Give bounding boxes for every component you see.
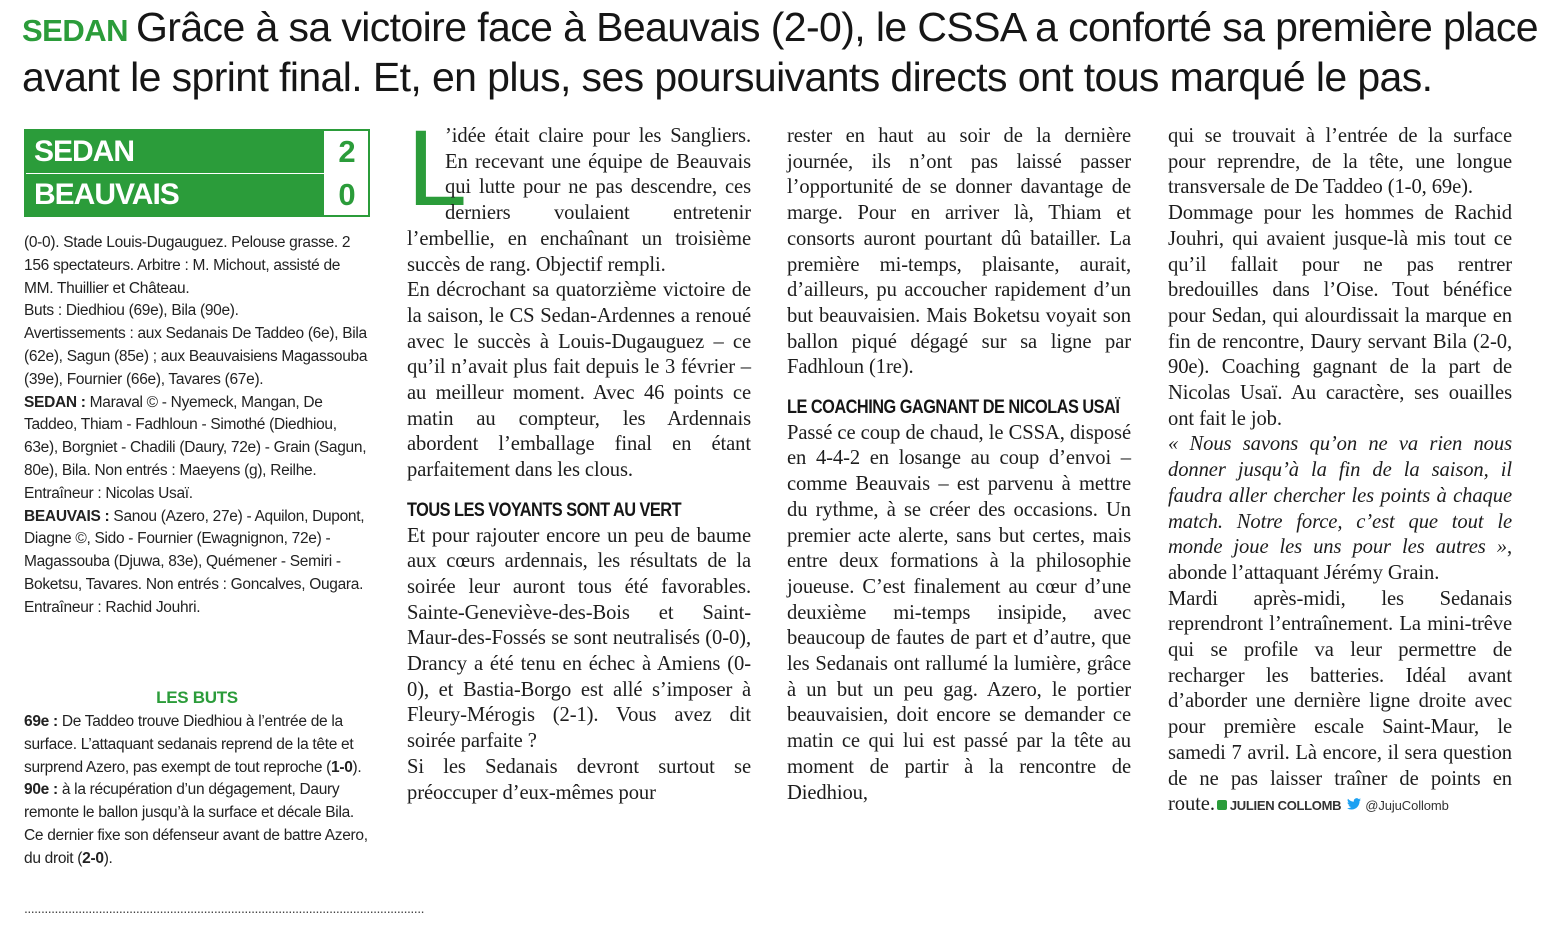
home-team-name: SEDAN bbox=[26, 131, 324, 173]
score-row-home bbox=[26, 131, 368, 173]
goal-2-score: 2-0 bbox=[82, 849, 104, 867]
goal-2 bbox=[24, 779, 370, 870]
headline-line-1 bbox=[22, 4, 1547, 54]
twitter-icon bbox=[1347, 794, 1361, 820]
sedan-lineup-text: Maraval © - Nyemeck, Mangan, De Taddeo, Thiam - Fadhloun - Simothé (Diedhiou, 63e), Borgniet - Chadili (Daury, 72e) - Grain (Sagun, 80e), Bila. Non entrés : Maeyens (g), Reilhe. Entraîneur : Nicolas Usaï. bbox=[24, 393, 367, 502]
dotted-divider: ...................................................................................................................... bbox=[24, 900, 424, 916]
match-info: (0-0). Stade Louis-Dugauguez. Pelouse grasse. 2 156 spectateurs. Arbitre : M. Michout, assisté de MM. Thuillier et Château. bbox=[24, 234, 351, 297]
article-column-3 bbox=[1168, 124, 1512, 820]
home-team-score: 2 bbox=[338, 134, 356, 169]
beauvais-lineup-label: BEAUVAIS : bbox=[24, 507, 110, 525]
score-box bbox=[24, 129, 370, 217]
article-paragraph: En décrochant sa quatorzième victoire de la saison, le CS Sedan-Ardennes a renoué avec le succès à Louis-Dugauguez – ce qu’il n’avait plus fait depuis le 3 février – au meilleur moment. Avec 46 points ce matin au compteur, les Ardennais abordent l’emballage final en étant parfaitement dans les clous. bbox=[407, 279, 751, 482]
sedan-lineup bbox=[24, 392, 370, 506]
goals-section bbox=[24, 711, 370, 871]
headline bbox=[22, 4, 1547, 101]
author-name: JULIEN COLLOMB bbox=[1229, 798, 1342, 814]
goal-1 bbox=[24, 711, 370, 779]
goal-2-minute: 90e : bbox=[24, 781, 58, 799]
article-paragraph: Dommage pour les hommes de Rachid Jouhri, qui avaient jusque-là mis tout ce qu’il fallait pour ne pas rentrer bredouilles dans l’Oise. Tout bénéfice pour Sedan, qui alourdissait la marque en fin de rencontre, Daury servant Bila (2-0, 90e). Coaching gagnant de la part de Nicolas Usaï. Au caractère, ses ouailles ont fait le job. bbox=[1168, 202, 1512, 430]
beauvais-lineup-text: Sanou (Azero, 27e) - Aquilon, Dupont, Diagne ©, Sido - Fournier (Ewagnignon, 72e) - Magassouba (Djuwa, 83e), Quémener - Semiri - Boketsu, Tavares. Non entrés : Goncalves, Ougara. Entraîneur : Rachid Jouhri. bbox=[24, 507, 365, 616]
sedan-lineup-label: SEDAN : bbox=[24, 393, 86, 411]
goal-1-end: ). bbox=[352, 758, 362, 776]
goal-2-text: à la récupération d’un dégagement, Daury remonte le ballon jusqu’à la surface et décale Bila. Ce dernier fixe son défenseur avant de battre Azero, du droit ( bbox=[24, 781, 368, 867]
article-intro bbox=[407, 107, 751, 278]
article-paragraph: Et pour rajouter encore un peu de baume aux cœurs ardennais, les résultats de la soirée leur auront tous été favorables. Sainte-Geneviève-des-Bois et Saint-Maur-des-Fossés se sont neutralisés (0-0), Drancy a été tenu en échec à Amiens (0-0), et Bastia-Borgo est allé s’imposer à Fleury-Mérogis (2-1). Vous avez dit soirée parfaite ? bbox=[407, 524, 751, 753]
headline-line-2: avant le sprint final. Et, en plus, ses poursuivants directs ont tous marqué le pas. bbox=[22, 54, 1433, 100]
drop-cap: L bbox=[407, 107, 467, 228]
author-marker-icon bbox=[1217, 800, 1227, 810]
quote-paragraph bbox=[1168, 432, 1512, 586]
subheading-1: TOUS LES VOYANTS SONT AU VERT bbox=[407, 499, 682, 521]
goal-1-text: De Taddeo trouve Diedhiou à l’entrée de la surface. L’attaquant sedanais reprend de la tête et surprend Azero, pas exempt de tout reproche ( bbox=[24, 713, 354, 776]
subheading-2: LE COACHING GAGNANT DE NICOLAS USAÏ bbox=[787, 397, 1120, 419]
article-paragraph: rester en haut au soir de la dernière journée, ils n’ont pas laissé passer l’opportunité de se donner davantage de marge. Pour en arriver là, Thiam et consorts auront pourtant dû batailler. La première mi-temps, plaisante, aurait, d’ailleurs, pu accoucher rapidement d’un but beauvaisien. Mais Boketsu voyait son ballon piqué dégagé sur sa ligne par Fadhloun (1re). bbox=[787, 125, 1131, 379]
article-paragraph: qui se trouvait à l’entrée de la surface pour reprendre, de la tête, une longue transversale de De Taddeo (1-0, 69e). bbox=[1168, 125, 1512, 199]
article-paragraph: Passé ce coup de chaud, le CSSA, disposé en 4-4-2 en losange au coup d’envoi – comme Beauvais – est parvenu à mettre du rythme, à se créer des occasions. Un premier acte alerte, sans but certes, mais entre deux formations à la philosophie joueuse. C’est finalement au cœur d’une deuxième mi-temps insipide, avec beaucoup de fautes de part et d’autre, que les Sedanais ont rallumé la lumière, grâce à un but un peu gag. Azero, le portier beauvaisien, doit encore se demander ce matin ce qui lui est passé par la tête au moment de partir à la rencontre de Diedhiou, bbox=[787, 421, 1131, 804]
final-text: Mardi après-midi, les Sedanais reprendront l’entraînement. La mini-trêve qui se profile va leur permettre de recharger les batteries. Idéal avant d’aborder une dernière ligne droite avec pour première escale Saint-Maur, le samedi 7 avril. Là encore, il sera question de ne pas laisser traîner de points en route. bbox=[1168, 587, 1512, 816]
goal-1-score: 1-0 bbox=[331, 758, 353, 776]
twitter-handle[interactable]: @JujuCollomb bbox=[1365, 798, 1449, 814]
goal-1-minute: 69e : bbox=[24, 713, 58, 730]
article-column-1 bbox=[407, 107, 751, 806]
player-quote: « Nous savons qu’on ne va rien nous donner jusqu’à la fin de la saison, il faudra aller chercher les points à chaque match. Notre force, c’est que tout le monde joue les uns pour les autres » bbox=[1168, 433, 1512, 559]
article-paragraph: Si les Sedanais devront surtout se préoccuper d’eux-mêmes pour bbox=[407, 755, 751, 804]
article-column-2 bbox=[787, 124, 1131, 806]
headline-text-1: Grâce à sa victoire face à Beauvais (2-0), le CSSA a conforté sa première place bbox=[136, 4, 1538, 50]
away-team-score: 0 bbox=[338, 177, 356, 212]
article-paragraph-final bbox=[1168, 587, 1512, 820]
goal-2-end: ). bbox=[103, 849, 113, 867]
intro-text: ’idée était claire pour les Sangliers. En recevant une équipe de Beauvais qui lutte pour ne pas descendre, ces derniers voulaient entretenir l’embellie, en enchaînant un troisième succès de rang. Objectif rempli. bbox=[407, 125, 751, 276]
beauvais-lineup bbox=[24, 506, 370, 620]
match-details bbox=[24, 232, 370, 620]
match-goals: Buts : Diedhiou (69e), Bila (90e). bbox=[24, 302, 239, 320]
goals-section-title: LES BUTS bbox=[156, 688, 238, 707]
match-cautions: Avertissements : aux Sedanais De Taddeo (6e), Bila (62e), Sagun (85e) ; aux Beauvaisiens Magassouba (39e), Fournier (66e), Tavares (67e). bbox=[24, 325, 368, 388]
quote-attribution: , abonde l’attaquant Jérémy Grain. bbox=[1168, 536, 1512, 584]
away-team-name: BEAUVAIS bbox=[26, 174, 324, 216]
section-tag: SEDAN bbox=[22, 13, 129, 48]
score-row-away bbox=[26, 174, 368, 216]
